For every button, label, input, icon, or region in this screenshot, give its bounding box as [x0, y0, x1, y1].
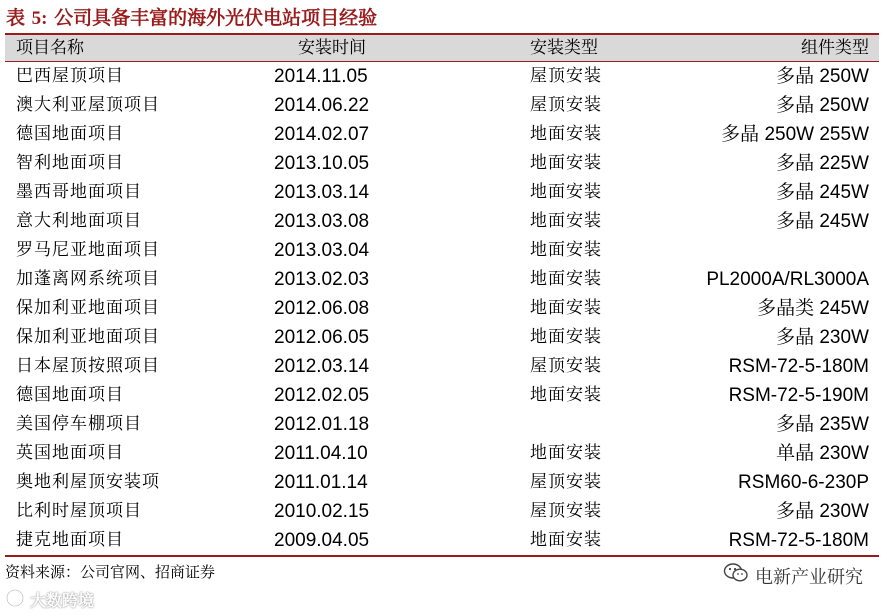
watermark — [4, 588, 94, 612]
project-name-cell: 日本屋顶按照项目 — [16, 356, 160, 376]
component-type-cell: 多晶 250W — [776, 66, 869, 87]
project-name-cell: 智利地面项目 — [16, 153, 124, 173]
install-type-cell: 屋顶安装 — [530, 66, 602, 86]
project-name-cell: 德国地面项目 — [16, 385, 124, 405]
table-row — [0, 149, 887, 178]
install-date-cell: 2013.03.08 — [274, 211, 370, 232]
install-type-cell: 地面安装 — [530, 240, 602, 260]
header-component-type: 组件类型 — [801, 38, 869, 58]
table-row — [0, 236, 887, 265]
install-type-cell: 地面安装 — [530, 153, 602, 173]
component-type-cell: 多晶类 245W — [757, 298, 869, 319]
brand-text: 电新产业研究 — [755, 567, 863, 588]
install-type-cell: 地面安装 — [530, 298, 602, 318]
install-type-cell: 屋顶安装 — [530, 356, 602, 376]
component-type-cell: RSM-72-5-190M — [728, 385, 869, 406]
component-type-cell: 多晶 230W — [776, 501, 869, 522]
bottom-rule — [5, 555, 879, 557]
component-type-cell: RSM-72-5-180M — [728, 356, 869, 377]
component-type-cell: 多晶 225W — [776, 153, 869, 174]
brand-label — [723, 562, 863, 592]
install-date-cell: 2012.02.05 — [274, 385, 370, 406]
install-type-cell: 地面安装 — [530, 443, 602, 463]
table-body — [0, 62, 887, 555]
install-date-cell: 2014.06.22 — [274, 95, 370, 116]
component-type-cell: 多晶 245W — [776, 211, 869, 232]
table-row — [0, 468, 887, 497]
install-type-cell: 屋顶安装 — [530, 501, 602, 521]
install-type-cell: 屋顶安装 — [530, 95, 602, 115]
install-date-cell: 2009.04.05 — [274, 530, 370, 551]
project-name-cell: 巴西屋顶项目 — [16, 66, 124, 86]
table-row — [0, 497, 887, 526]
table-row — [0, 526, 887, 555]
table-row — [0, 294, 887, 323]
title-text: 公司具备丰富的海外光伏电站项目经验 — [54, 7, 378, 29]
title-prefix: 表 — [6, 7, 26, 29]
watermark-text: 大数跨境 — [30, 591, 95, 610]
project-name-cell: 美国停车棚项目 — [16, 414, 142, 434]
project-name-cell: 罗马尼亚地面项目 — [16, 240, 160, 260]
component-type-cell: 多晶 250W 255W — [721, 124, 869, 145]
wechat-icon — [723, 562, 749, 594]
table-row — [0, 62, 887, 91]
install-type-cell: 地面安装 — [530, 211, 602, 231]
install-type-cell: 地面安装 — [530, 182, 602, 202]
table-row — [0, 120, 887, 149]
install-date-cell: 2013.03.04 — [274, 240, 370, 261]
table-row — [0, 323, 887, 352]
table-row — [0, 178, 887, 207]
table-row — [0, 207, 887, 236]
install-date-cell: 2011.01.14 — [274, 472, 368, 493]
project-name-cell: 保加利亚地面项目 — [16, 298, 160, 318]
install-date-cell: 2013.10.05 — [274, 153, 370, 174]
install-type-cell: 屋顶安装 — [530, 472, 602, 492]
install-type-cell: 地面安装 — [530, 530, 602, 550]
table-row — [0, 265, 887, 294]
component-type-cell: 单晶 230W — [776, 443, 869, 464]
component-type-cell: 多晶 250W — [776, 95, 869, 116]
table-row — [0, 91, 887, 120]
header-install-date: 安装时间 — [298, 38, 366, 58]
header-install-type: 安装类型 — [530, 38, 598, 58]
install-date-cell: 2012.06.08 — [274, 298, 370, 319]
project-name-cell: 奥地利屋顶安装项 — [16, 472, 160, 492]
component-type-cell: RSM60-6-230P — [738, 472, 869, 493]
project-name-cell: 比利时屋顶项目 — [16, 501, 142, 521]
project-name-cell: 英国地面项目 — [16, 443, 124, 463]
install-type-cell: 地面安装 — [530, 269, 602, 289]
component-type-cell: RSM-72-5-180M — [728, 530, 869, 551]
install-type-cell: 地面安装 — [530, 327, 602, 347]
install-date-cell: 2010.02.15 — [274, 501, 370, 522]
title-number: 5: — [31, 8, 48, 29]
table-title — [6, 5, 377, 31]
project-name-cell: 加蓬离网系统项目 — [16, 269, 160, 289]
project-name-cell: 墨西哥地面项目 — [16, 182, 142, 202]
project-name-cell: 意大利地面项目 — [16, 211, 142, 231]
install-date-cell: 2013.03.14 — [274, 182, 370, 203]
project-name-cell: 保加利亚地面项目 — [16, 327, 160, 347]
install-date-cell: 2014.02.07 — [274, 124, 370, 145]
install-date-cell: 2012.03.14 — [274, 356, 370, 377]
project-name-cell: 澳大利亚屋顶项目 — [16, 95, 160, 115]
table-row — [0, 439, 887, 468]
install-date-cell: 2013.02.03 — [274, 269, 370, 290]
watermark-logo-icon — [4, 588, 26, 615]
project-name-cell: 捷克地面项目 — [16, 530, 124, 550]
component-type-cell: 多晶 235W — [776, 414, 869, 435]
table-row — [0, 410, 887, 439]
install-date-cell: 2014.11.05 — [274, 66, 368, 87]
component-type-cell: 多晶 230W — [776, 327, 869, 348]
table-row — [0, 381, 887, 410]
table-row — [0, 352, 887, 381]
install-type-cell: 地面安装 — [530, 124, 602, 144]
project-name-cell: 德国地面项目 — [16, 124, 124, 144]
component-type-cell: 多晶 245W — [776, 182, 869, 203]
table-header — [5, 35, 879, 61]
component-type-cell: PL2000A/RL3000A — [706, 269, 869, 290]
install-date-cell: 2012.06.05 — [274, 327, 370, 348]
install-type-cell: 地面安装 — [530, 385, 602, 405]
install-date-cell: 2012.01.18 — [274, 414, 370, 435]
install-date-cell: 2011.04.10 — [274, 443, 368, 464]
header-project-name: 项目名称 — [16, 38, 84, 58]
source-note: 资料来源：公司官网、招商证券 — [5, 563, 216, 581]
